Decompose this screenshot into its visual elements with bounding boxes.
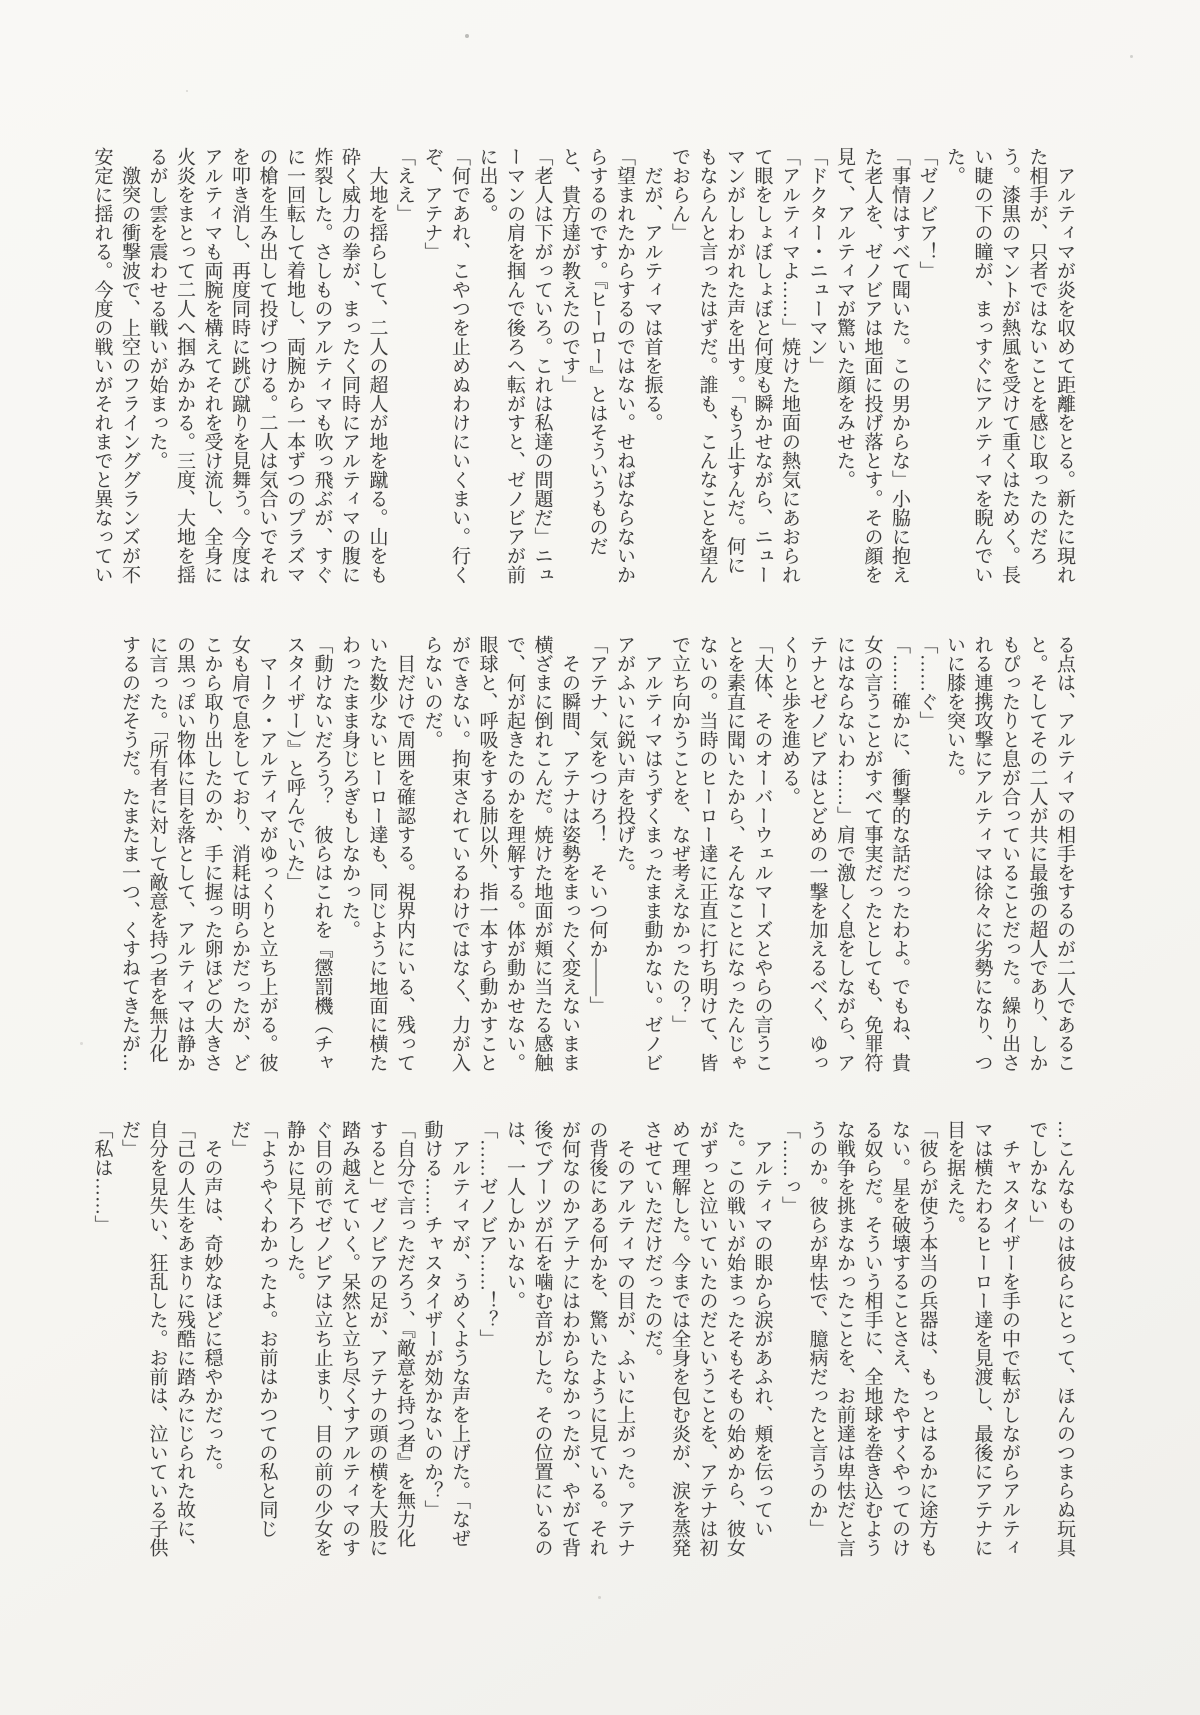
paragraph: 「アテナ、気をつけろ！ そいつ何か——」 bbox=[586, 635, 608, 1015]
paragraph: アルティマの眼から涙があふれ、頬を伝っていた。この戦いが始まったそもそもの始めから、彼女がずっと泣いていたのだということを、アテナは初めて理解した。今までは全身を包む炎が、涙を蒸発させていただけだったのだ。 bbox=[641, 1120, 773, 1557]
paragraph: アルティマが炎を収めて距離をとる。新たに現れた相手が、只者ではないことを感じ取ったのだろう。漆黒のマントが熱風を受けて重くはためく。長い睫の下の瞳が、まっすぐにアルティマを睨んでいた。 bbox=[944, 147, 1075, 584]
text-band-middle bbox=[116, 635, 1079, 1075]
paragraph: チャスタイザーを手の中で転がしながらアルティマは横たわるヒーロー達を見渡し、最後にアテナに目を据えた。 bbox=[944, 1120, 1020, 1557]
scan-speck bbox=[80, 1042, 83, 1045]
paragraph: 大地を揺らして、二人の超人が地を蹴る。山をも砕く威力の拳が、まったく同時にアルティマの腹に炸裂した。さしものアルティマも吹っ飛ぶが、すぐに一回転して着地し、両腕から一本ずつのプラズマの槍を生み出して投げつける。二人は気合いでそれを叩き消し、再度同時に跳び蹴りを見舞う。今度はアルティマも両腕を構えてそれを受け流し、全身に火炎をまとって二人へ掴みかかる。三度、大地を揺るがし雲を震わせる戦いが始まった。 bbox=[146, 147, 388, 584]
paragraph: アルティマはうずくまったまま動かない。ゼノビアがふいに鋭い声を投げた。 bbox=[614, 635, 663, 1072]
paragraph: 目だけで周囲を確認する。視界内にいる、残っていた数少ないヒーロー達も、同じように地面に横たわったまま身じろぎもしなかった。 bbox=[339, 635, 415, 1072]
paragraph: 「老人は下がっていろ。これは私達の問題だ」ニューマンの肩を掴んで後ろへ転がすと、ゼノビアが前に出る。 bbox=[476, 147, 553, 584]
paragraph: 「事情はすべて聞いた。この男からな」小脇に抱えた老人を、ゼノビアは地面に投げ落とす。その顔を見て、アルティマが驚いた顔をみせた。 bbox=[834, 147, 910, 584]
paragraph: 「ゼノビア！」 bbox=[916, 147, 938, 280]
paragraph: る点は、アルティマの相手をするのが二人であること。そしてその二人が共に最強の超人であり、しかもぴったりと息が合っていることだった。繰り出される連携攻撃にアルティマは徐々に劣勢になり、ついに膝を突いた。 bbox=[944, 635, 1075, 1072]
paragraph: 「アルティマよ……」焼けた地面の熱気にあおられて眼をしょぼしょぼと何度も瞬かせながら、ニューマンがしわがれた声を出す。「もう止すんだ。何にもならんと言ったはずだ。誰も、こんなことを望んでおらん」 bbox=[669, 147, 800, 584]
paragraph: 「ようやくわかったよ。お前はかつての私と同じだ」 bbox=[229, 1120, 278, 1538]
paragraph: 「……ゼノビア……！？」 bbox=[476, 1120, 498, 1348]
paragraph: 「動けないだろう？ 彼らはこれを『懲罰機（チャスタイザー）』と呼んでいた」 bbox=[284, 635, 333, 1072]
paragraph: 激突の衝撃波で、上空のフラインググランズが不安定に揺れる。今度の戦いがそれまでと異なってい bbox=[91, 147, 140, 584]
scan-speck bbox=[465, 34, 469, 38]
paragraph: マーク・アルティマがゆっくりと立ち上がる。彼女も肩で息をしており、消耗は明らかだったが、どこから取り出したのか、手に握った卵ほどの大きさの黒っぽい物体に目を落として、アルティマは静かに言った。「所有者に対して敵意を持つ者を無力化するのだそうだ。たまたま一つ、くすねてきたが… bbox=[119, 635, 278, 1072]
paragraph: …こんなものは彼らにとって、ほんのつまらぬ玩具でしかない」 bbox=[1026, 1120, 1075, 1557]
paragraph: 「私は……」 bbox=[91, 1120, 113, 1234]
paragraph: 「ええ」 bbox=[394, 147, 415, 223]
paragraph: その声は、奇妙なほどに穏やかだった。 bbox=[201, 1139, 223, 1481]
paragraph: その瞬間、アテナは姿勢をまったく変えないまま横ざまに倒れこんだ。焼けた地面が頬に当たる感触で、何が起きたのかを理解する。体が動かせない。眼球と、呼吸をする肺以外、指一本すら動かすことができない。拘束されているわけではなく、力が入らないのだ。 bbox=[421, 635, 580, 1072]
scan-speck bbox=[1130, 55, 1133, 58]
paragraph: 「ドクター・ニューマン」 bbox=[806, 147, 828, 375]
paragraph: アルティマが、うめくような声を上げた。「なぜ動ける……チャスタイザーが効かないのか？」 bbox=[421, 1120, 470, 1548]
paragraph: そのアルティマの目が、ふいに上がった。アテナの背後にある何かを、驚いたように見ている。それが何なのかアテナにはわからなかったが、やがて背後でブーツが石を噛む音がした。その位置にいるのは、一人しかいない。 bbox=[504, 1120, 635, 1557]
paragraph: 「……確かに、衝撃的な話だったわよ。でもね、貴女の言うことがすべて事実だったとしても、免罪符にはならないわ……」肩で激しく息をしながら、アテナとゼノビアはとどめの一撃を加えるべく、ゆっくりと歩を進める。 bbox=[779, 635, 910, 1072]
paragraph: 「何であれ、こやつを止めぬわけにいくまい。行くぞ、アテナ」 bbox=[421, 147, 470, 584]
text-band-bottom bbox=[88, 1120, 1078, 1566]
paragraph: 「自分で言っただろう、『敵意を持つ者』を無力化すると」ゼノビアの足が、アテナの頭の横を大股に踏み越えていく。呆然と立ち尽くすアルティマのすぐ目の前でゼノビアは立ち止まり、目の前の少女を静かに見下ろした。 bbox=[284, 1120, 415, 1557]
paragraph: 「……ぐ」 bbox=[916, 635, 938, 730]
paragraph: 「……っ」 bbox=[779, 1120, 800, 1215]
paragraph: だが、アルティマは首を振る。 bbox=[641, 166, 663, 432]
text-band-top bbox=[88, 147, 1078, 589]
scan-speck bbox=[598, 1596, 601, 1599]
paragraph: 「大体、そのオーバーウェルマーズとやらの言うことを素直に聞いたから、そんなことになったんじゃないの。当時のヒーロー達に正直に打ち明けて、皆で立ち向かうことを、なぜ考えなかったの？」 bbox=[669, 635, 773, 1072]
paragraph: 「彼らが使う本当の兵器は、もっとはるかに途方もない。星を破壊することさえ、たやすくやってのける奴らだ。そういう相手に、全地球を巻き込むような戦争を挑まなかったことを、お前達は卑怯だと言うのか。彼らが卑怯で、臆病だったと言うのか」 bbox=[806, 1120, 938, 1557]
paragraph: 「望まれたからするのではない。せねばならないからするのです。『ヒーロー』とはそういうものだと、貴方達が教えたのです」 bbox=[559, 147, 635, 584]
paragraph: 「己の人生をあまりに残酷に踏みにじられた故に、自分を見失い、狂乱した。お前は、泣いている子供だ」 bbox=[119, 1120, 195, 1557]
scan-speck bbox=[186, 90, 188, 92]
